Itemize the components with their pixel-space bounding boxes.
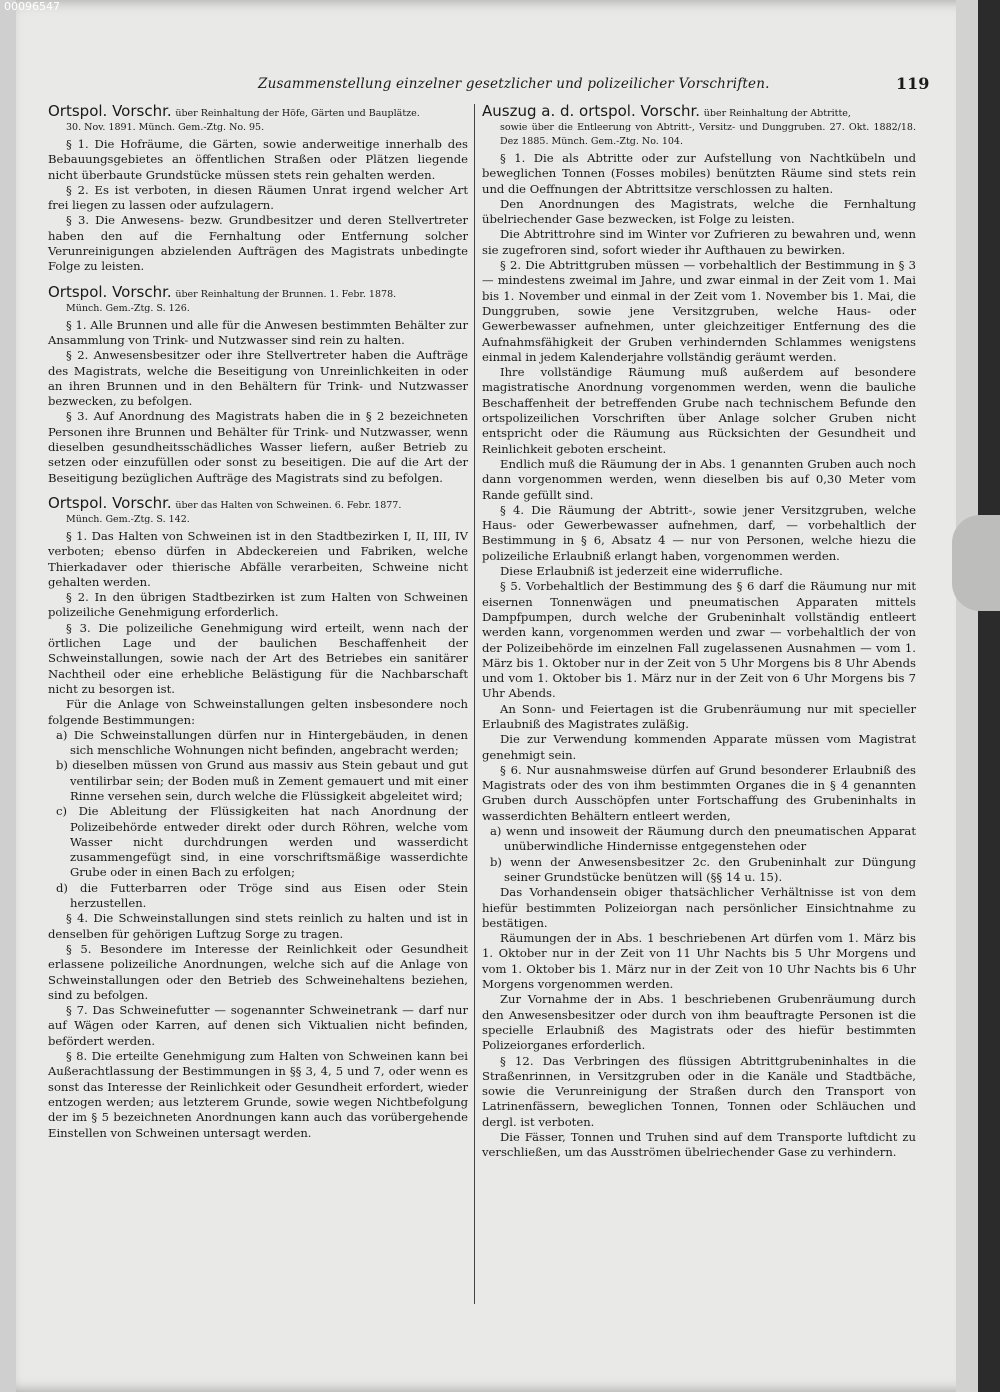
paragraph: Endlich muß die Räumung der in Abs. 1 genannten Gruben auch noch dann vorgenommen werden, wenn dieselben bis auf 0,30 Meter vom Rande gefüllt sind. bbox=[482, 456, 916, 502]
paragraph: § 12. Das Verbringen des flüssigen Abtrittgrubeninhaltes in die Straßenrinnen, in Versitzgruben oder in die Kanäle und Stadtbäche, sowie die Verunreinigung der Straßen durch den Transport von Latrinenfässern, beweglichen Tonnen, Tonnen oder Schläuchen und dergl. ist verboten. bbox=[482, 1053, 916, 1129]
section-abtritte bbox=[482, 104, 916, 1161]
section-title-main: Ortspol. Vorschr. bbox=[48, 102, 172, 120]
section-title bbox=[48, 493, 468, 527]
scan-id: 00096547 bbox=[4, 0, 60, 13]
paragraph: § 3. Die polizeiliche Genehmigung wird erteilt, wenn nach der örtlichen Lage und der baulichen Beschaffenheit der Schweinstallungen, sowie nach der Art des Betriebes ein sanitärer Nachtheil oder eine erhebliche Belästigung für die Nachbarschaft nicht zu besorgen ist. bbox=[48, 620, 468, 696]
thumb-index-notch bbox=[952, 515, 1000, 611]
paragraph: § 1. Alle Brunnen und alle für die Anwesen bestimmten Behälter zur Ansammlung von Trink- und Nutzwasser sind rein zu halten. bbox=[48, 317, 468, 347]
section-brunnen bbox=[48, 282, 468, 486]
paragraph: Für die Anlage von Schweinstallungen gelten insbesondere noch folgende Bestimmungen: bbox=[48, 697, 468, 727]
paragraph: § 2. In den übrigen Stadtbezirken ist zum Halten von Schweinen polizeiliche Genehmigung erforderlich. bbox=[48, 590, 468, 620]
paragraph: § 8. Die erteilte Genehmigung zum Halten von Schweinen kann bei Außerachtlassung der Bestimmungen in §§ 3, 4, 5 und 7, oder wenn es sonst das Interesse der Reinlichkeit oder Gesundheit erfordert, wieder entzogen werden; aus letzterem Grunde, sowie wegen Nichtbefolgung der im § 5 bezeichneten Anordnungen kann auch das vorübergehende Einstellen von Schweinen untersagt werden. bbox=[48, 1049, 468, 1140]
list-item: b) dieselben müssen von Grund aus massiv aus Stein gebaut und gut ventilirbar sein; der Boden muß in Zement gemauert und mit einer Rinne versehen sein, durch welche die Flüssigkeit abgeleitet wird; bbox=[56, 758, 468, 803]
section-schweine bbox=[48, 493, 468, 1141]
left-column bbox=[48, 104, 468, 1316]
column-rule bbox=[474, 104, 475, 1304]
section-title-sub: über Reinhaltung der Abtritte, bbox=[703, 108, 851, 119]
section-reference: Münch. Gem.-Ztg. S. 126. bbox=[66, 302, 190, 314]
section-title bbox=[482, 104, 916, 149]
paragraph: § 5. Besondere im Interesse der Reinlichkeit oder Gesundheit erlassene polizeiliche Anordnungen, welche sich auf die Anlage von Schweinstallungen oder den Betrieb des Schweinehaltens beziehen, sind zu befolgen. bbox=[48, 941, 468, 1002]
section-title-main: Ortspol. Vorschr. bbox=[48, 282, 172, 301]
paragraph: Die Abtrittrohre sind im Winter vor Zufrieren zu bewahren und, wenn sie zugefroren sind, sofort wieder ihr Aufthauen zu bewirken. bbox=[482, 227, 916, 257]
section-reference: Münch. Gem.-Ztg. S. 142. bbox=[66, 513, 190, 525]
paragraph: § 3. Die Anwesens- bezw. Grundbesitzer und deren Stellvertreter haben den auf die Fernhaltung oder Entfernung solcher Verunreinigungen abzielenden Aufträgen des Magistrats unbedingte Folge zu leisten. bbox=[48, 213, 468, 274]
page-number: 119 bbox=[896, 74, 930, 93]
section-reference: 30. Nov. 1891. Münch. Gem.-Ztg. No. 95. bbox=[66, 122, 265, 133]
paragraph: Diese Erlaubniß ist jederzeit eine widerrufliche. bbox=[500, 564, 783, 579]
section-title-main: Auszug a. d. ortspol. Vorschr. bbox=[482, 102, 701, 120]
paragraph: § 7. Das Schweinefutter — sogenannter Schweinetrank — darf nur auf Wägen oder Karren, auf denen sich Viktualien nicht befinden, befördert werden. bbox=[48, 1003, 468, 1048]
section-reference: sowie über die Entleerung von Abtritt-, Versitz- und Dunggruben. 27. Okt. 1882/18. Dez 1885. Münch. Gem.-Ztg. No. 104. bbox=[500, 122, 916, 147]
paragraph: § 2. Die Abtrittgruben müssen — vorbehaltlich der Bestimmung in § 3 — mindestens zweimal im Jahre, und zwar einmal in der Zeit vom 1. Mai bis 1. November und einmal in der Zeit vom 1. November bis 1. Mai, die Dunggruben, sowie jene Versitzgruben, welche Haus- oder Gewerbewasser aufnehmen, unter gleichzeitiger Entfernung des die Aufnahmsfähigkeit der Gruben verhindernden Schlammes wenigstens einmal in jedem Kalenderjahre vollständig geräumt werden. bbox=[482, 258, 916, 364]
paragraph: Zur Vornahme der in Abs. 1 beschriebenen Grubenräumung durch den Anwesensbesitzer oder durch von ihm beauftragte Personen ist die specielle Erlaubniß des Magistrats oder des hiefür bestimmten Polizeiorganes erforderlich. bbox=[482, 992, 916, 1053]
list-item: d) die Futterbarren oder Tröge sind aus Eisen oder Stein herzustellen. bbox=[56, 880, 468, 911]
paragraph: § 2. Es ist verboten, in diesen Räumen Unrat irgend welcher Art frei liegen zu lassen oder aufzulagern. bbox=[48, 182, 468, 213]
binding-edge bbox=[0, 0, 16, 1392]
section-title-sub: über Reinhaltung der Höfe, Gärten und Bauplätze. bbox=[175, 108, 420, 119]
section-title-sub: über das Halten von Schweinen. 6. Febr. 1877. bbox=[175, 499, 402, 511]
paragraph: Das Vorhandensein obiger thatsächlicher Verhältnisse ist von dem hiefür bestimmten Polizeiorgan nach persönlicher Einsichtnahme zu bestätigen. bbox=[482, 885, 916, 930]
paragraph: § 1. Die als Abtritte oder zur Aufstellung von Nachtkübeln und beweglichen Tonnen (Fosses mobiles) benützten Räume sind stets rein und die Oeffnungen der Abtrittsitze verschlossen zu halten. bbox=[482, 151, 916, 196]
section-title-main: Ortspol. Vorschr. bbox=[48, 493, 172, 512]
paragraph: Die Fässer, Tonnen und Truhen sind auf dem Transporte luftdicht zu verschließen, um das Ausströmen übelriechender Gase zu verhindern. bbox=[482, 1130, 916, 1160]
paragraph: § 6. Nur ausnahmsweise dürfen auf Grund besonderer Erlaubniß des Magistrats oder des von ihm bestimmten Organes die in § 4 genannten Gruben durch Ausschöpfen unter Fortschaffung des Grubeninhalts in wasserdichten Behältern entleert werden, bbox=[482, 762, 916, 823]
page-edge bbox=[956, 0, 978, 1392]
list-item: c) Die Ableitung der Flüssigkeiten hat nach Anordnung der Polizeibehörde entweder direkt oder durch Röhren, welche vom Wasser nicht durchdrungen werden und wasserdicht zusammengefügt sind, in eine vorschriftsmäßige wasserdichte Grube oder in einen Bach zu erfolgen; bbox=[56, 804, 468, 880]
section-title-sub: über Reinhaltung der Brunnen. 1. Febr. 1878. bbox=[175, 288, 397, 300]
paragraph: § 1. Die Hofräume, die Gärten, sowie anderweitige innerhalb des Bebauungsgebietes an öffentlichen Straßen oder Plätzen liegende nicht überbaute Grundstücke müssen stets rein gehalten werden. bbox=[48, 137, 468, 182]
section-title bbox=[48, 282, 468, 316]
paragraph: § 5. Vorbehaltlich der Bestimmung des § 6 darf die Räumung nur mit eisernen Tonnenwägen und pneumatischen Apparaten mittels Dampfpumpen, durch welche der Grubeninhalt vollständig entleert werden kann, vorgenommen werden und zwar — vorbehaltlich der von der Polizeibehörde im einzelnen Fall zugelassenen Ausnahmen — vom 1. März bis 1. Oktober nur in der Zeit von 5 Uhr Morgens bis 8 Uhr Abends und vom 1. Oktober bis 1. März nur in der Zeit von 6 Uhr Morgens bis 7 Uhr Abends. bbox=[482, 579, 916, 701]
section-hoefe bbox=[48, 104, 468, 275]
list-item: a) Die Schweinstallungen dürfen nur in Hintergebäuden, in denen sich menschliche Wohnungen nicht befinden, angebracht werden; bbox=[56, 727, 468, 758]
paragraph: Räumungen der in Abs. 1 beschriebenen Art dürfen vom 1. März bis 1. Oktober nur in der Zeit von 11 Uhr Nachts bis 5 Uhr Morgens und vom 1. Oktober bis 1. März nur in der Zeit von 10 Uhr Nachts bis 6 Uhr Morgens vorgenommen werden. bbox=[482, 931, 916, 992]
running-title: Zusammenstellung einzelner gesetzlicher und polizeilicher Vorschriften. bbox=[258, 76, 770, 92]
paragraph: § 4. Die Räumung der Abtritt-, sowie jener Versitzgruben, welche Haus- oder Gewerbewasser aufnehmen, darf, — vorbehaltlich der Bestimmung in § 6, Absatz 4 — nur von Personen, welche hiezu die polizeiliche Erlaubniß erlangt haben, vorgenommen werden. bbox=[482, 502, 916, 563]
section-title bbox=[48, 104, 468, 135]
paragraph: § 1. Das Halten von Schweinen ist in den Stadtbezirken I, II, III, IV verboten; ebenso dürfen in Abdeckereien und Fabriken, welche Thierkadaver oder thierische Abfälle verarbeiten, Schweine nicht gehalten werden. bbox=[48, 528, 468, 589]
right-column bbox=[482, 104, 916, 1316]
paragraph: Den Anordnungen des Magistrats, welche die Fernhaltung übelriechender Gase bezwecken, ist Folge zu leisten. bbox=[482, 196, 916, 227]
paragraph: An Sonn- und Feiertagen ist die Grubenräumung nur mit specieller Erlaubniß des Magistrates zuläßig. bbox=[482, 701, 916, 731]
paragraph: § 3. Auf Anordnung des Magistrats haben die in § 2 bezeichneten Personen ihre Brunnen und Behälter für Trink- und Nutzwasser, wenn dieselben gesundheitsschädliches Wasser liefern, außer Betrieb zu setzen oder einzufüllen oder sonst zu beseitigen. Die auf die Art der Beseitigung bezüglichen Aufträge des Magistrats sind zu befolgen. bbox=[48, 409, 468, 485]
paragraph: Die zur Verwendung kommenden Apparate müssen vom Magistrat genehmigt sein. bbox=[482, 732, 916, 762]
list-item: a) wenn und insoweit der Räumung durch den pneumatischen Apparat unüberwindliche Hindernisse entgegenstehen oder bbox=[490, 824, 916, 854]
paragraph: Ihre vollständige Räumung muß außerdem auf besondere magistratische Anordnung vorgenommen werden, wenn die bauliche Beschaffenheit der betreffenden Grube nach technischem Befunde den ortspolizeilichen Vorschriften über Anlage solcher Gruben nicht entspricht oder die Räumung aus Rücksichten der Gesundheit und Reinlichkeit geboten erscheint. bbox=[482, 365, 916, 456]
paragraph: § 4. Die Schweinstallungen sind stets reinlich zu halten und ist in denselben für gehörigen Luftzug Sorge zu tragen. bbox=[48, 911, 468, 941]
paragraph: § 2. Anwesensbesitzer oder ihre Stellvertreter haben die Aufträge des Magistrats, welche die Beseitigung von Unreinlichkeiten in oder an ihren Brunnen und in den Behältern für Trink- und Nutzwasser bezwecken, zu befolgen. bbox=[48, 348, 468, 409]
list-item: b) wenn der Anwesensbesitzer 2c. den Grubeninhalt zur Düngung seiner Grundstücke benützen will (§§ 14 u. 15). bbox=[490, 854, 916, 884]
